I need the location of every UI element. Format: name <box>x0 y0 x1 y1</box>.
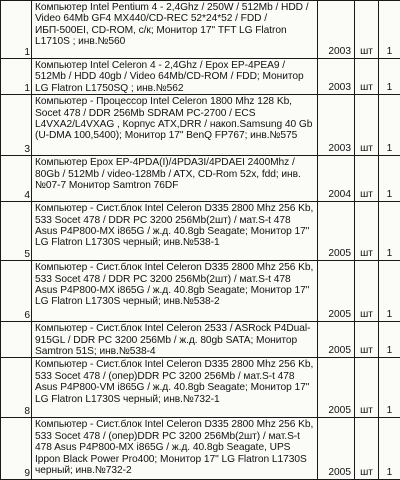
table-row <box>1 95 400 156</box>
item-description: Компьютер Intel Pentium 4 - 2,4Ghz / 250W / 512Mb / HDD / Video 64Mb GF4 MX440/CD-REC 52*24*52 / FDD / ИБП-500EI, CD-ROM, с/к; Монитор 17" TFT LG Flatron L1710S ; инв.№560 <box>32 1 318 59</box>
row-number: 9 <box>1 418 32 480</box>
item-quantity: 1 <box>379 418 400 480</box>
table-row <box>1 156 400 202</box>
row-number: 3 <box>1 95 32 156</box>
item-unit: шт <box>355 322 379 358</box>
item-year: 2003 <box>318 59 355 95</box>
table-row <box>1 261 400 322</box>
item-unit: шт <box>355 358 379 418</box>
item-year: 2003 <box>318 1 355 59</box>
item-unit: шт <box>355 202 379 261</box>
table-row <box>1 358 400 418</box>
item-unit: шт <box>355 261 379 322</box>
item-description: Компьютер - Сист.блок Intel Celeron D335 2800 Mhz 256 Kb, 533 Socet 478 / (опер)DDR PC 3200 256Mb(2шт) / мат.S-t 478 Asus P4P800-MX i865G / ж.д. 40.8gb Seagate, UPS Ippon Black Power Pro400; Монитор 17" LG Flatron L1730S черный; инв.№732-2 <box>32 418 318 480</box>
item-unit: шт <box>355 1 379 59</box>
table-row <box>1 202 400 261</box>
item-quantity: 1 <box>379 322 400 358</box>
table-row <box>1 322 400 358</box>
item-quantity: 1 <box>379 59 400 95</box>
item-year: 2003 <box>318 95 355 156</box>
item-description: Компьютер - Сист.блок Intel Celeron 2533 / ASRock P4Dual-915GL / DDR PC 3200 256Mb / ж.д. 80gb SATA; Монитор Samtron 51S; инв.№538-4 <box>32 322 318 358</box>
row-number: 5 <box>1 202 32 261</box>
table-row <box>1 418 400 480</box>
item-quantity: 1 <box>379 358 400 418</box>
row-number: 1 <box>1 1 32 59</box>
row-number: 8 <box>1 358 32 418</box>
row-number <box>1 322 32 358</box>
row-number: 1 <box>1 59 32 95</box>
item-quantity: 1 <box>379 156 400 202</box>
item-description: Компьютер Intel Celeron 4 - 2,4Ghz / Epox EP-4PEA9 / 512Mb / HDD 40gb / Video 64Mb/CD-ROM / FDD; Монитор LG Flatron L1750SQ ; инв.№562 <box>32 59 318 95</box>
item-quantity: 1 <box>379 261 400 322</box>
item-unit: шт <box>355 418 379 480</box>
item-year: 2004 <box>318 156 355 202</box>
item-description: Компьютер Epox EP-4PDA(I)/4PDA3I/4PDAEI 2400Mhz / 80Gb / 512Mb / video-128Mb / ATX, CD-Rom 52x, fdd; инв.№07-7 Монитор Samtron 76DF <box>32 156 318 202</box>
item-quantity: 1 <box>379 1 400 59</box>
row-number: 4 <box>1 156 32 202</box>
item-quantity: 1 <box>379 95 400 156</box>
item-unit: шт <box>355 59 379 95</box>
item-unit: шт <box>355 95 379 156</box>
item-description: Компьютер - Сист.блок Intel Celeron D335 2800 Mhz 256 Kb, 533 Socet 478 / DDR PC 3200 256Mb(2шт) / мат.S-t 478 Asus P4P800-MX i865G / ж.д. 40.8gb Seagate; Монитор 17" LG Flatron L1730S черный; инв.№538-2 <box>32 261 318 322</box>
item-description: Компьютер - Сист.блок Intel Celeron D335 2800 Mhz 256 Kb, 533 Socet 478 / (опер)DDR PC 3200 256Mb / мат.S-t 478 Asus P4P800-VM i865G / ж.д. 40.8gb Seagate; Монитор 17" LG Flatron L1730S черный; инв.№732-1 <box>32 358 318 418</box>
item-year: 2005 <box>318 322 355 358</box>
table-row <box>1 59 400 95</box>
item-year: 2005 <box>318 261 355 322</box>
item-unit: шт <box>355 156 379 202</box>
item-year: 2005 <box>318 202 355 261</box>
item-description: Компьютер - Сист.блок Intel Celeron D335 2800 Mhz 256 Kb, 533 Socet 478 / DDR PC 3200 256Mb(2шт) / мат.S-t 478 Asus P4P800-MX i865G / ж.д. 40.8gb Seagate; Монитор 17" LG Flatron L1730S черный; инв.№538-1 <box>32 202 318 261</box>
item-description: Компьютер - Процессор Intel Celeron 1800 Mhz 128 Kb, Socet 478 / DDR 256Mb SDRAM PC-2700 / ECS L4VXA2/L4VXAG , Корпус ATX,DRR / накоп.Samsung 40 Gb (U-DMA 100,5400); Монитор 17" BenQ FP767; инв.№575 <box>32 95 318 156</box>
item-year: 2005 <box>318 418 355 480</box>
table-row <box>1 1 400 59</box>
item-year: 2005 <box>318 358 355 418</box>
row-number: 6 <box>1 261 32 322</box>
item-quantity: 1 <box>379 202 400 261</box>
